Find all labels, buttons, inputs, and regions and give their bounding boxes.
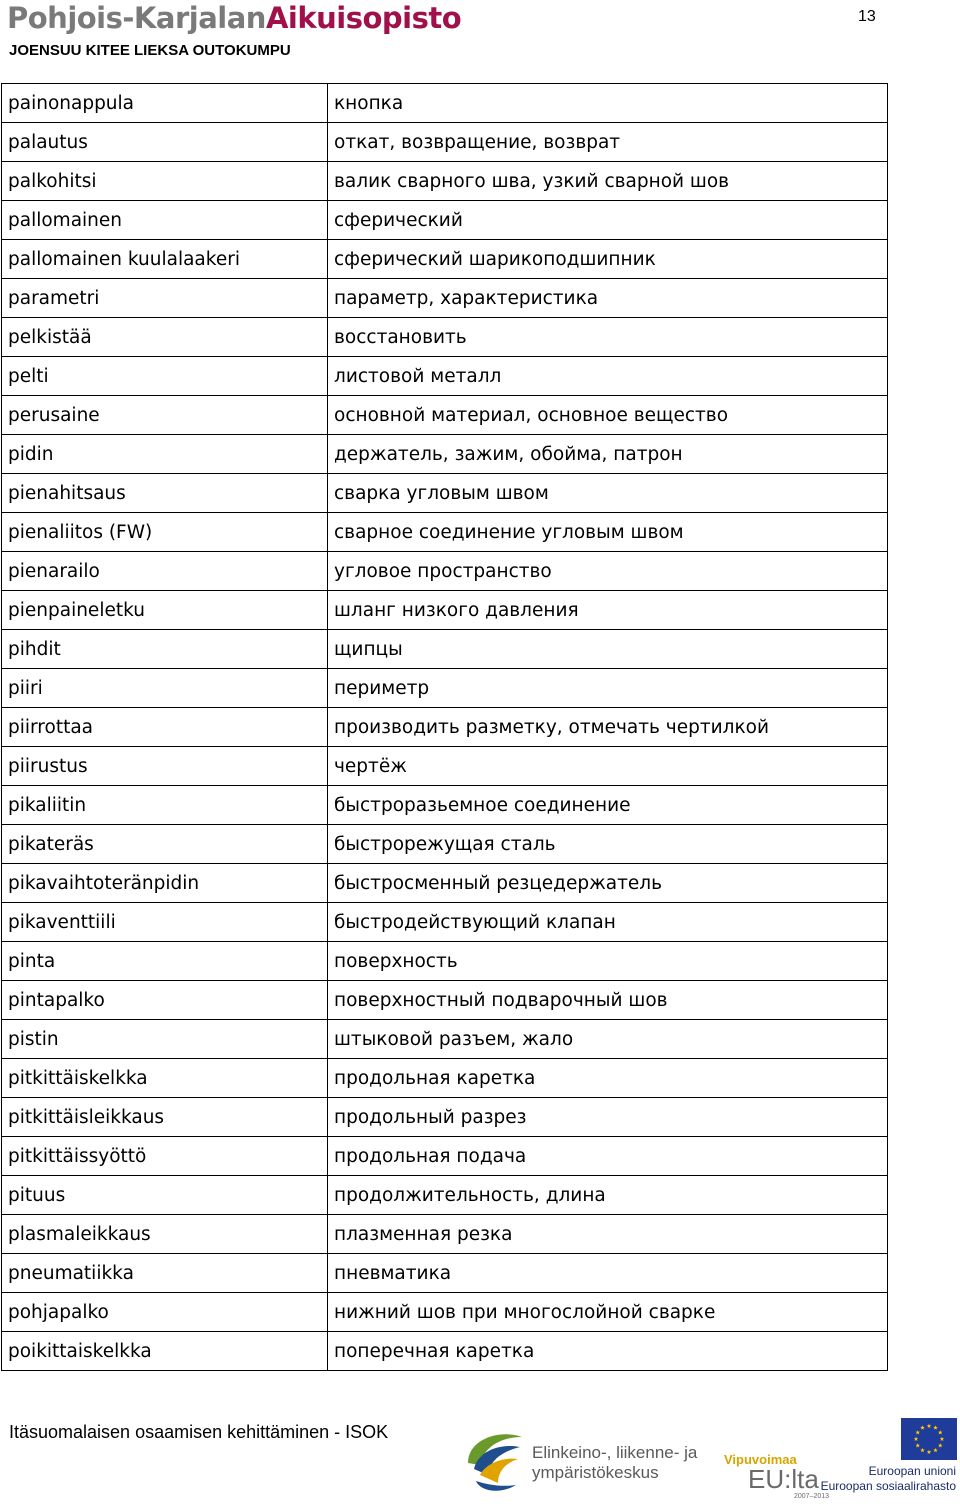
finnish-term: pikaliitin (2, 786, 328, 825)
eu-union-text: Euroopan unioni (868, 1464, 956, 1478)
russian-translation: нижний шов при многослойной сварке (328, 1293, 888, 1332)
table-row (2, 669, 888, 708)
finnish-term: parametri (2, 279, 328, 318)
russian-translation: плазменная резка (328, 1215, 888, 1254)
ely-line2: ympäristökeskus (532, 1463, 659, 1482)
russian-translation: быстроразьемное соединение (328, 786, 888, 825)
table-row (2, 240, 888, 279)
russian-translation: сферический (328, 201, 888, 240)
russian-translation: восстановить (328, 318, 888, 357)
finnish-term: pitkittäiskelkka (2, 1059, 328, 1098)
table-row (2, 1059, 888, 1098)
table-row (2, 903, 888, 942)
russian-translation: листовой металл (328, 357, 888, 396)
finnish-term: perusaine (2, 396, 328, 435)
finnish-term: pitkittäissyöttö (2, 1137, 328, 1176)
russian-translation: поперечная каретка (328, 1332, 888, 1371)
table-row (2, 1293, 888, 1332)
brand-logo (7, 0, 461, 36)
glossary-table (1, 83, 888, 1371)
table-row (2, 1098, 888, 1137)
finnish-term: pallomainen kuulalaakeri (2, 240, 328, 279)
russian-translation: штыковой разъем, жало (328, 1020, 888, 1059)
russian-translation: шланг низкого давления (328, 591, 888, 630)
table-row (2, 1332, 888, 1371)
brand-name-region: Pohjois-Karjalan (7, 1, 266, 35)
vipuvoimaa-logo (722, 1452, 832, 1504)
finnish-term: pienaliitos (FW) (2, 513, 328, 552)
finnish-term: pinta (2, 942, 328, 981)
table-row (2, 1254, 888, 1293)
finnish-term: pallomainen (2, 201, 328, 240)
finnish-term: painonappula (2, 84, 328, 123)
table-row (2, 513, 888, 552)
russian-translation: периметр (328, 669, 888, 708)
russian-translation: сварное соединение угловым швом (328, 513, 888, 552)
finnish-term: pintapalko (2, 981, 328, 1020)
vipuvoimaa-years: 2007–2013 (794, 1493, 830, 1500)
table-row (2, 1215, 888, 1254)
russian-translation: угловое пространство (328, 552, 888, 591)
brand-locations: JOENSUU KITEE LIEKSA OUTOKUMPU (9, 42, 291, 59)
table-row (2, 318, 888, 357)
brand-name-school: Aikuisopisto (265, 1, 462, 35)
finnish-term: pienpaineletku (2, 591, 328, 630)
table-row (2, 201, 888, 240)
vipuvoimaa-title: Vipuvoimaa (724, 1452, 797, 1467)
table-row (2, 435, 888, 474)
finnish-term: piiri (2, 669, 328, 708)
table-row (2, 396, 888, 435)
table-row (2, 591, 888, 630)
eu-flag-icon (901, 1418, 957, 1460)
table-row (2, 981, 888, 1020)
russian-translation: продольная каретка (328, 1059, 888, 1098)
table-row (2, 864, 888, 903)
finnish-term: pienarailo (2, 552, 328, 591)
finnish-term: pituus (2, 1176, 328, 1215)
russian-translation: быстродействующий клапан (328, 903, 888, 942)
table-row (2, 279, 888, 318)
table-row (2, 552, 888, 591)
table-row (2, 747, 888, 786)
finnish-term: pikaventtiili (2, 903, 328, 942)
finnish-term: pelti (2, 357, 328, 396)
russian-translation: валик сварного шва, узкий сварной шов (328, 162, 888, 201)
table-row (2, 630, 888, 669)
russian-translation: пневматика (328, 1254, 888, 1293)
table-row (2, 357, 888, 396)
russian-translation: поверхностный подварочный шов (328, 981, 888, 1020)
table-row (2, 708, 888, 747)
ely-emblem-icon (460, 1425, 530, 1497)
ely-line1: Elinkeino-, liikenne- ja (532, 1443, 698, 1462)
russian-translation: щипцы (328, 630, 888, 669)
page-number: 13 (858, 8, 876, 25)
eu-social-fund-text: Euroopan sosiaalirahasto (820, 1479, 956, 1493)
finnish-term: pienahitsaus (2, 474, 328, 513)
russian-translation: держатель, зажим, обойма, патрон (328, 435, 888, 474)
table-row (2, 825, 888, 864)
russian-translation: продольная подача (328, 1137, 888, 1176)
ely-logo (460, 1425, 715, 1497)
table-row (2, 162, 888, 201)
russian-translation: быстросменный резцедержатель (328, 864, 888, 903)
russian-translation: параметр, характеристика (328, 279, 888, 318)
finnish-term: plasmaleikkaus (2, 1215, 328, 1254)
russian-translation: сварка угловым швом (328, 474, 888, 513)
finnish-term: pihdit (2, 630, 328, 669)
table-row (2, 786, 888, 825)
russian-translation: продольный разрез (328, 1098, 888, 1137)
vipuvoimaa-eu-text: EU:lta (748, 1464, 819, 1494)
russian-translation: производить разметку, отмечать чертилкой (328, 708, 888, 747)
footer-project-text: Itäsuomalaisen osaamisen kehittäminen - ISOK (9, 1422, 389, 1442)
table-row (2, 1137, 888, 1176)
finnish-term: pneumatiikka (2, 1254, 328, 1293)
finnish-term: poikittaiskelkka (2, 1332, 328, 1371)
finnish-term: piirustus (2, 747, 328, 786)
eu-logo (820, 1418, 960, 1504)
russian-translation: поверхность (328, 942, 888, 981)
finnish-term: piirrottaa (2, 708, 328, 747)
russian-translation: сферический шарикоподшипник (328, 240, 888, 279)
finnish-term: palautus (2, 123, 328, 162)
finnish-term: pikateräs (2, 825, 328, 864)
russian-translation: кнопка (328, 84, 888, 123)
russian-translation: продолжительность, длина (328, 1176, 888, 1215)
finnish-term: pikavaihtoteränpidin (2, 864, 328, 903)
russian-translation: откат, возвращение, возврат (328, 123, 888, 162)
finnish-term: pidin (2, 435, 328, 474)
russian-translation: быстрорежущая сталь (328, 825, 888, 864)
russian-translation: чертёж (328, 747, 888, 786)
ely-text (532, 1443, 697, 1483)
table-row (2, 474, 888, 513)
finnish-term: pistin (2, 1020, 328, 1059)
finnish-term: pitkittäisleikkaus (2, 1098, 328, 1137)
table-row (2, 1020, 888, 1059)
table-row (2, 123, 888, 162)
finnish-term: pelkistää (2, 318, 328, 357)
russian-translation: основной материал, основное вещество (328, 396, 888, 435)
page-header (0, 0, 960, 70)
table-row (2, 1176, 888, 1215)
finnish-term: pohjapalko (2, 1293, 328, 1332)
finnish-term: palkohitsi (2, 162, 328, 201)
table-row (2, 942, 888, 981)
table-row (2, 84, 888, 123)
glossary-body (2, 84, 888, 1371)
